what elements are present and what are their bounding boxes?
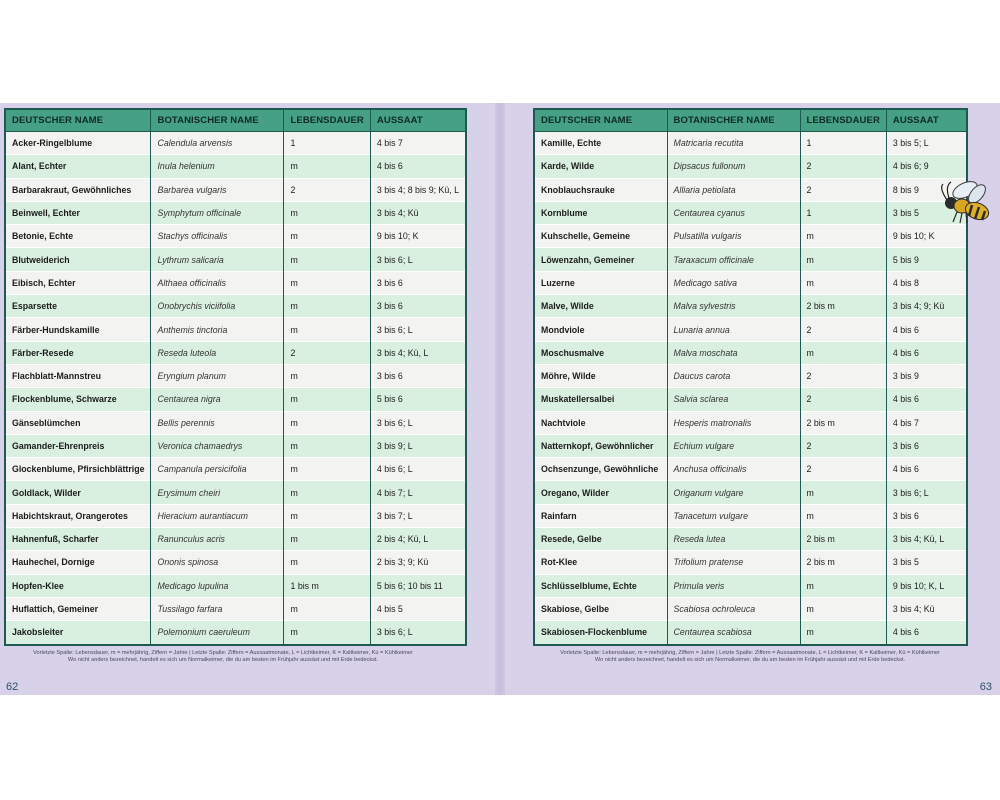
- table-row: [534, 364, 967, 387]
- cell-botanical-name: Eryngium planum: [151, 364, 284, 387]
- table-row: [5, 458, 466, 481]
- table-row: [5, 132, 466, 155]
- cell-german-name: Betonie, Echte: [5, 225, 151, 248]
- cell-botanical-name: Lunaria annua: [667, 318, 800, 341]
- cell-botanical-name: Onobrychis viciifolia: [151, 295, 284, 318]
- cell-botanical-name: Hesperis matronalis: [667, 411, 800, 434]
- cell-german-name: Knoblauchsrauke: [534, 178, 667, 201]
- cell-lifespan: 2: [800, 178, 886, 201]
- column-header-sowing: AUSSAAT: [370, 109, 466, 132]
- cell-lifespan: m: [284, 155, 370, 178]
- cell-botanical-name: Ranunculus acris: [151, 528, 284, 551]
- cell-lifespan: 1: [800, 201, 886, 224]
- column-header-lifespan: LEBENSDAUER: [800, 109, 886, 132]
- cell-lifespan: 2: [800, 155, 886, 178]
- cell-botanical-name: Malva moschata: [667, 341, 800, 364]
- cell-lifespan: 2: [800, 318, 886, 341]
- cell-lifespan: 2 bis m: [800, 411, 886, 434]
- cell-botanical-name: Echium vulgare: [667, 434, 800, 457]
- cell-botanical-name: Campanula persicifolia: [151, 458, 284, 481]
- cell-german-name: Eibisch, Echter: [5, 271, 151, 294]
- cell-sowing: 9 bis 10; K: [370, 225, 466, 248]
- cell-lifespan: 2: [800, 434, 886, 457]
- cell-lifespan: m: [284, 271, 370, 294]
- cell-lifespan: m: [800, 248, 886, 271]
- cell-lifespan: m: [800, 597, 886, 620]
- cell-sowing: 3 bis 4; 9; Kü: [886, 295, 967, 318]
- table-row: [534, 458, 967, 481]
- cell-botanical-name: Daucus carota: [667, 364, 800, 387]
- cell-lifespan: m: [284, 504, 370, 527]
- cell-botanical-name: Medicago sativa: [667, 271, 800, 294]
- table-row: [534, 621, 967, 645]
- cell-botanical-name: Polemonium caeruleum: [151, 621, 284, 645]
- cell-lifespan: m: [284, 364, 370, 387]
- cell-lifespan: m: [800, 341, 886, 364]
- cell-botanical-name: Tanacetum vulgare: [667, 504, 800, 527]
- cell-german-name: Malve, Wilde: [534, 295, 667, 318]
- cell-sowing: 3 bis 5; L: [886, 132, 967, 155]
- cell-botanical-name: Taraxacum officinale: [667, 248, 800, 271]
- cell-botanical-name: Ononis spinosa: [151, 551, 284, 574]
- table-row: [534, 155, 967, 178]
- table-row: [534, 411, 967, 434]
- cell-german-name: Schlüsselblume, Echte: [534, 574, 667, 597]
- cell-german-name: Gamander-Ehrenpreis: [5, 434, 151, 457]
- cell-german-name: Glockenblume, Pfirsichblättrige: [5, 458, 151, 481]
- cell-sowing: 3 bis 6; L: [370, 621, 466, 645]
- table-row: [534, 225, 967, 248]
- column-header-botanical-name: BOTANISCHER NAME: [151, 109, 284, 132]
- cell-german-name: Barbarakraut, Gewöhnliches: [5, 178, 151, 201]
- cell-botanical-name: Bellis perennis: [151, 411, 284, 434]
- cell-german-name: Luzerne: [534, 271, 667, 294]
- cell-lifespan: 1: [284, 132, 370, 155]
- table-row: [5, 504, 466, 527]
- table-header-row: [5, 109, 466, 132]
- cell-lifespan: m: [284, 388, 370, 411]
- cell-german-name: Beinwell, Echter: [5, 201, 151, 224]
- cell-sowing: 5 bis 9: [886, 248, 967, 271]
- page-number: 63: [979, 681, 992, 693]
- cell-sowing: 8 bis 9: [886, 178, 967, 201]
- cell-german-name: Huflattich, Gemeiner: [5, 597, 151, 620]
- cell-german-name: Gänseblümchen: [5, 411, 151, 434]
- cell-botanical-name: Trifolium pratense: [667, 551, 800, 574]
- table-row: [534, 201, 967, 224]
- cell-botanical-name: Scabiosa ochroleuca: [667, 597, 800, 620]
- cell-german-name: Moschusmalve: [534, 341, 667, 364]
- cell-german-name: Blutweiderich: [5, 248, 151, 271]
- cell-german-name: Färber-Resede: [5, 341, 151, 364]
- right-page: [505, 103, 1000, 695]
- cell-german-name: Kamille, Echte: [534, 132, 667, 155]
- cell-german-name: Rot-Klee: [534, 551, 667, 574]
- cell-german-name: Oregano, Wilder: [534, 481, 667, 504]
- cell-lifespan: 2 bis m: [800, 295, 886, 318]
- table-row: [5, 155, 466, 178]
- table-row: [534, 574, 967, 597]
- cell-german-name: Möhre, Wilde: [534, 364, 667, 387]
- left-plant-table: [4, 108, 467, 646]
- cell-sowing: 4 bis 6: [886, 388, 967, 411]
- cell-sowing: 3 bis 4; Kü: [370, 201, 466, 224]
- cell-botanical-name: Primula veris: [667, 574, 800, 597]
- cell-lifespan: 2: [800, 364, 886, 387]
- table-row: [5, 201, 466, 224]
- table-row: [5, 597, 466, 620]
- cell-lifespan: 2: [284, 178, 370, 201]
- cell-lifespan: m: [284, 551, 370, 574]
- cell-sowing: 4 bis 7: [886, 411, 967, 434]
- table-header-row: [534, 109, 967, 132]
- cell-botanical-name: Erysimum cheiri: [151, 481, 284, 504]
- cell-botanical-name: Centaurea nigra: [151, 388, 284, 411]
- cell-german-name: Acker-Ringelblume: [5, 132, 151, 155]
- table-row: [534, 178, 967, 201]
- table-row: [534, 434, 967, 457]
- table-row: [5, 295, 466, 318]
- cell-sowing: 4 bis 5: [370, 597, 466, 620]
- cell-sowing: 4 bis 8: [886, 271, 967, 294]
- cell-german-name: Skabiose, Gelbe: [534, 597, 667, 620]
- cell-lifespan: m: [284, 295, 370, 318]
- table-row: [534, 295, 967, 318]
- table-row: [534, 248, 967, 271]
- table-row: [534, 597, 967, 620]
- cell-lifespan: m: [284, 225, 370, 248]
- cell-german-name: Kornblume: [534, 201, 667, 224]
- cell-german-name: Karde, Wilde: [534, 155, 667, 178]
- cell-german-name: Mondviole: [534, 318, 667, 341]
- cell-botanical-name: Barbarea vulgaris: [151, 178, 284, 201]
- cell-german-name: Jakobsleiter: [5, 621, 151, 645]
- cell-german-name: Ochsenzunge, Gewöhnliche: [534, 458, 667, 481]
- cell-botanical-name: Stachys officinalis: [151, 225, 284, 248]
- cell-sowing: 4 bis 6: [886, 318, 967, 341]
- cell-lifespan: m: [800, 225, 886, 248]
- cell-sowing: 3 bis 9; L: [370, 434, 466, 457]
- cell-german-name: Färber-Hundskamille: [5, 318, 151, 341]
- cell-lifespan: m: [284, 248, 370, 271]
- cell-lifespan: 1: [800, 132, 886, 155]
- cell-botanical-name: Tussilago farfara: [151, 597, 284, 620]
- column-header-german-name: DEUTSCHER NAME: [534, 109, 667, 132]
- cell-lifespan: m: [284, 411, 370, 434]
- cell-botanical-name: Hieracium aurantiacum: [151, 504, 284, 527]
- footnote-line: Wo nicht anders bezeichnet, handelt es sich um Normalkeimer, die du am besten im Frühjahr aussäst und mit Erde bedeckst.: [67, 657, 379, 663]
- cell-german-name: Muskatellersalbei: [534, 388, 667, 411]
- cell-lifespan: 2: [800, 458, 886, 481]
- table-footnote: [535, 650, 965, 664]
- left-page: [0, 103, 495, 695]
- cell-botanical-name: Pulsatilla vulgaris: [667, 225, 800, 248]
- cell-sowing: 9 bis 10; K: [886, 225, 967, 248]
- table-row: [5, 574, 466, 597]
- cell-botanical-name: Centaurea scabiosa: [667, 621, 800, 645]
- table-row: [534, 504, 967, 527]
- cell-botanical-name: Origanum vulgare: [667, 481, 800, 504]
- cell-botanical-name: Anthemis tinctoria: [151, 318, 284, 341]
- table-row: [534, 271, 967, 294]
- cell-german-name: Habichtskraut, Orangerotes: [5, 504, 151, 527]
- cell-lifespan: 2: [800, 388, 886, 411]
- cell-sowing: 3 bis 5: [886, 201, 967, 224]
- book-spread: [0, 103, 1000, 695]
- cell-german-name: Löwenzahn, Gemeiner: [534, 248, 667, 271]
- cell-sowing: 4 bis 7: [370, 132, 466, 155]
- cell-botanical-name: Symphytum officinale: [151, 201, 284, 224]
- cell-sowing: 5 bis 6; 10 bis 11: [370, 574, 466, 597]
- cell-lifespan: m: [284, 318, 370, 341]
- cell-sowing: 3 bis 6; L: [370, 248, 466, 271]
- table-row: [5, 411, 466, 434]
- cell-german-name: Esparsette: [5, 295, 151, 318]
- cell-sowing: 3 bis 9: [886, 364, 967, 387]
- cell-sowing: 3 bis 6: [370, 364, 466, 387]
- cell-botanical-name: Medicago lupulina: [151, 574, 284, 597]
- table-row: [5, 271, 466, 294]
- cell-german-name: Goldlack, Wilder: [5, 481, 151, 504]
- cell-lifespan: m: [284, 597, 370, 620]
- cell-sowing: 5 bis 6: [370, 388, 466, 411]
- table-row: [5, 178, 466, 201]
- cell-german-name: Hauhechel, Dornige: [5, 551, 151, 574]
- table-row: [5, 341, 466, 364]
- column-header-german-name: DEUTSCHER NAME: [5, 109, 151, 132]
- table-row: [534, 388, 967, 411]
- table-row: [5, 388, 466, 411]
- cell-german-name: Alant, Echter: [5, 155, 151, 178]
- cell-german-name: Flockenblume, Schwarze: [5, 388, 151, 411]
- cell-sowing: 3 bis 7; L: [370, 504, 466, 527]
- cell-sowing: 3 bis 6; L: [370, 318, 466, 341]
- cell-lifespan: 2 bis m: [800, 528, 886, 551]
- cell-lifespan: m: [800, 481, 886, 504]
- cell-sowing: 3 bis 4; 8 bis 9; Kü, L: [370, 178, 466, 201]
- cell-sowing: 3 bis 4; Kü, L: [370, 341, 466, 364]
- cell-sowing: 3 bis 6: [370, 271, 466, 294]
- table-row: [5, 248, 466, 271]
- bee-icon: [935, 178, 995, 226]
- cell-lifespan: 2 bis m: [800, 551, 886, 574]
- book-gutter: [495, 103, 505, 695]
- cell-sowing: 4 bis 6: [886, 341, 967, 364]
- table-row: [5, 621, 466, 645]
- cell-botanical-name: Centaurea cyanus: [667, 201, 800, 224]
- cell-botanical-name: Lythrum salicaria: [151, 248, 284, 271]
- cell-sowing: 3 bis 4; Kü: [886, 597, 967, 620]
- cell-german-name: Hopfen-Klee: [5, 574, 151, 597]
- cell-german-name: Resede, Gelbe: [534, 528, 667, 551]
- cell-lifespan: m: [284, 434, 370, 457]
- table-row: [5, 225, 466, 248]
- cell-sowing: 4 bis 6: [886, 458, 967, 481]
- cell-sowing: 3 bis 5: [886, 551, 967, 574]
- cell-sowing: 3 bis 4; Kü, L: [886, 528, 967, 551]
- cell-lifespan: m: [284, 201, 370, 224]
- cell-sowing: 3 bis 6: [886, 434, 967, 457]
- cell-sowing: 2 bis 3; 9; Kü: [370, 551, 466, 574]
- cell-sowing: 4 bis 6; 9: [886, 155, 967, 178]
- cell-botanical-name: Salvia sclarea: [667, 388, 800, 411]
- cell-lifespan: m: [284, 621, 370, 645]
- cell-botanical-name: Veronica chamaedrys: [151, 434, 284, 457]
- cell-lifespan: 2: [284, 341, 370, 364]
- table-footnote: [8, 650, 438, 664]
- table-row: [534, 481, 967, 504]
- table-row: [5, 364, 466, 387]
- cell-botanical-name: Calendula arvensis: [151, 132, 284, 155]
- cell-lifespan: m: [284, 458, 370, 481]
- table-row: [5, 528, 466, 551]
- table-row: [534, 528, 967, 551]
- table-row: [5, 318, 466, 341]
- cell-lifespan: m: [800, 574, 886, 597]
- cell-lifespan: m: [284, 481, 370, 504]
- cell-botanical-name: Alliaria petiolata: [667, 178, 800, 201]
- cell-sowing: 3 bis 6; L: [886, 481, 967, 504]
- cell-german-name: Nachtviole: [534, 411, 667, 434]
- cell-sowing: 4 bis 7; L: [370, 481, 466, 504]
- cell-botanical-name: Dipsacus fullonum: [667, 155, 800, 178]
- cell-botanical-name: Inula helenium: [151, 155, 284, 178]
- cell-german-name: Kuhschelle, Gemeine: [534, 225, 667, 248]
- cell-sowing: 2 bis 4; Kü, L: [370, 528, 466, 551]
- cell-sowing: 9 bis 10; K, L: [886, 574, 967, 597]
- column-header-sowing: AUSSAAT: [886, 109, 967, 132]
- column-header-botanical-name: BOTANISCHER NAME: [667, 109, 800, 132]
- cell-sowing: 3 bis 6; L: [370, 411, 466, 434]
- cell-sowing: 3 bis 6: [370, 295, 466, 318]
- cell-german-name: Natternkopf, Gewöhnlicher: [534, 434, 667, 457]
- footnote-line: Wo nicht anders bezeichnet, handelt es sich um Normalkeimer, die du am besten im Frühjahr aussäst und mit Erde bedeckst.: [594, 657, 906, 663]
- cell-botanical-name: Malva sylvestris: [667, 295, 800, 318]
- cell-sowing: 4 bis 6; L: [370, 458, 466, 481]
- cell-lifespan: m: [284, 528, 370, 551]
- cell-botanical-name: Althaea officinalis: [151, 271, 284, 294]
- cell-lifespan: m: [800, 621, 886, 645]
- footnote-line: Vorletzte Spalte: Lebensdauer, m = mehrjährig, Ziffern = Jahre | Letzte Spalte: Ziffern = Aussaatmonate, L = Lichtkeimer, K = Kaltkeimer, Kü = Kühlkeimer: [33, 650, 413, 656]
- footnote-line: Vorletzte Spalte: Lebensdauer, m = mehrjährig, Ziffern = Jahre | Letzte Spalte: Ziffern = Aussaatmonate, L = Lichtkeimer, K = Kaltkeimer, Kü = Kühlkeimer: [560, 650, 940, 656]
- cell-german-name: Hahnenfuß, Scharfer: [5, 528, 151, 551]
- cell-lifespan: m: [800, 504, 886, 527]
- right-plant-table: [533, 108, 968, 646]
- cell-german-name: Skabiosen-Flockenblume: [534, 621, 667, 645]
- cell-german-name: Rainfarn: [534, 504, 667, 527]
- table-row: [534, 132, 967, 155]
- table-row: [534, 341, 967, 364]
- cell-botanical-name: Reseda lutea: [667, 528, 800, 551]
- table-row: [534, 318, 967, 341]
- cell-lifespan: 1 bis m: [284, 574, 370, 597]
- table-row: [5, 481, 466, 504]
- page-number: 62: [6, 681, 19, 693]
- column-header-lifespan: LEBENSDAUER: [284, 109, 370, 132]
- cell-sowing: 4 bis 6: [886, 621, 967, 645]
- cell-german-name: Flachblatt-Mannstreu: [5, 364, 151, 387]
- cell-botanical-name: Matricaria recutita: [667, 132, 800, 155]
- cell-lifespan: m: [800, 271, 886, 294]
- table-row: [5, 551, 466, 574]
- table-row: [534, 551, 967, 574]
- cell-botanical-name: Reseda luteola: [151, 341, 284, 364]
- table-row: [5, 434, 466, 457]
- cell-sowing: 4 bis 6: [370, 155, 466, 178]
- cell-botanical-name: Anchusa officinalis: [667, 458, 800, 481]
- cell-sowing: 3 bis 6: [886, 504, 967, 527]
